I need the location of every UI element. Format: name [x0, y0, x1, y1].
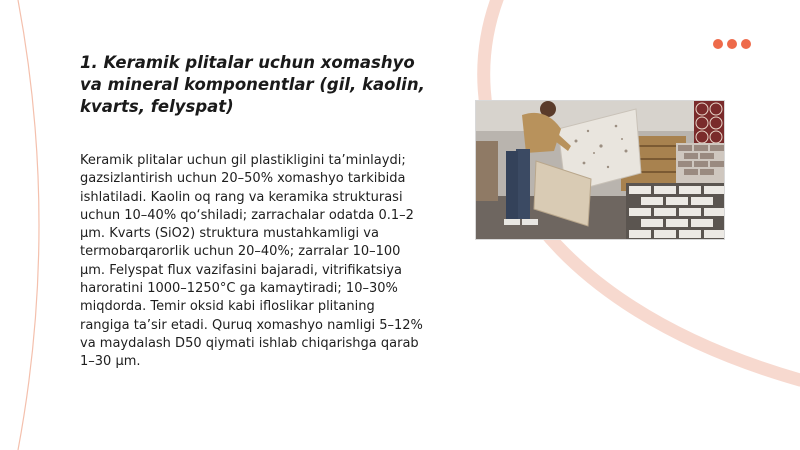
photo-illustration: [476, 101, 725, 240]
decorative-dots: [713, 39, 757, 51]
slide-body-text: Keramik plitalar uchun gil plastikligini ta’minlaydi; gazsizlantirish uchun 20–50% xomashyo tarkibida ishlatiladi. Kaolin oq rang va keramika strukturasi uchun 10–40% qo‘shiladi; zarrachalar odatda 0.1–2 μm. Kvarts (SiO2) struktura mustahkamligi va termobarqarorlik uchun 20–40%; zarralar 10–100 μm. Felyspat flux vazifasini bajaradi, vitrifikatsiya haroratini 1000–1250°C ga kamaytiradi; 10–30% miqdorda. Temir oksid kabi ifloslikar plitaning rangiga ta’sir etadi. Quruq xomashyo namligi 5–12% va maydalash D50 qiymati ishlab chiqarishga qarab 1–30 μm.: [80, 153, 423, 370]
left-thin-arc: [18, 0, 39, 450]
dot: [727, 39, 737, 49]
slide-title: 1. Keramik plitalar uchun xomashyo va mineral komponentlar (gil, kaolin, kvarts, felyspat): [80, 53, 425, 116]
dot: [713, 39, 723, 49]
tile-worker-photo: [475, 100, 725, 240]
dot: [741, 39, 751, 49]
